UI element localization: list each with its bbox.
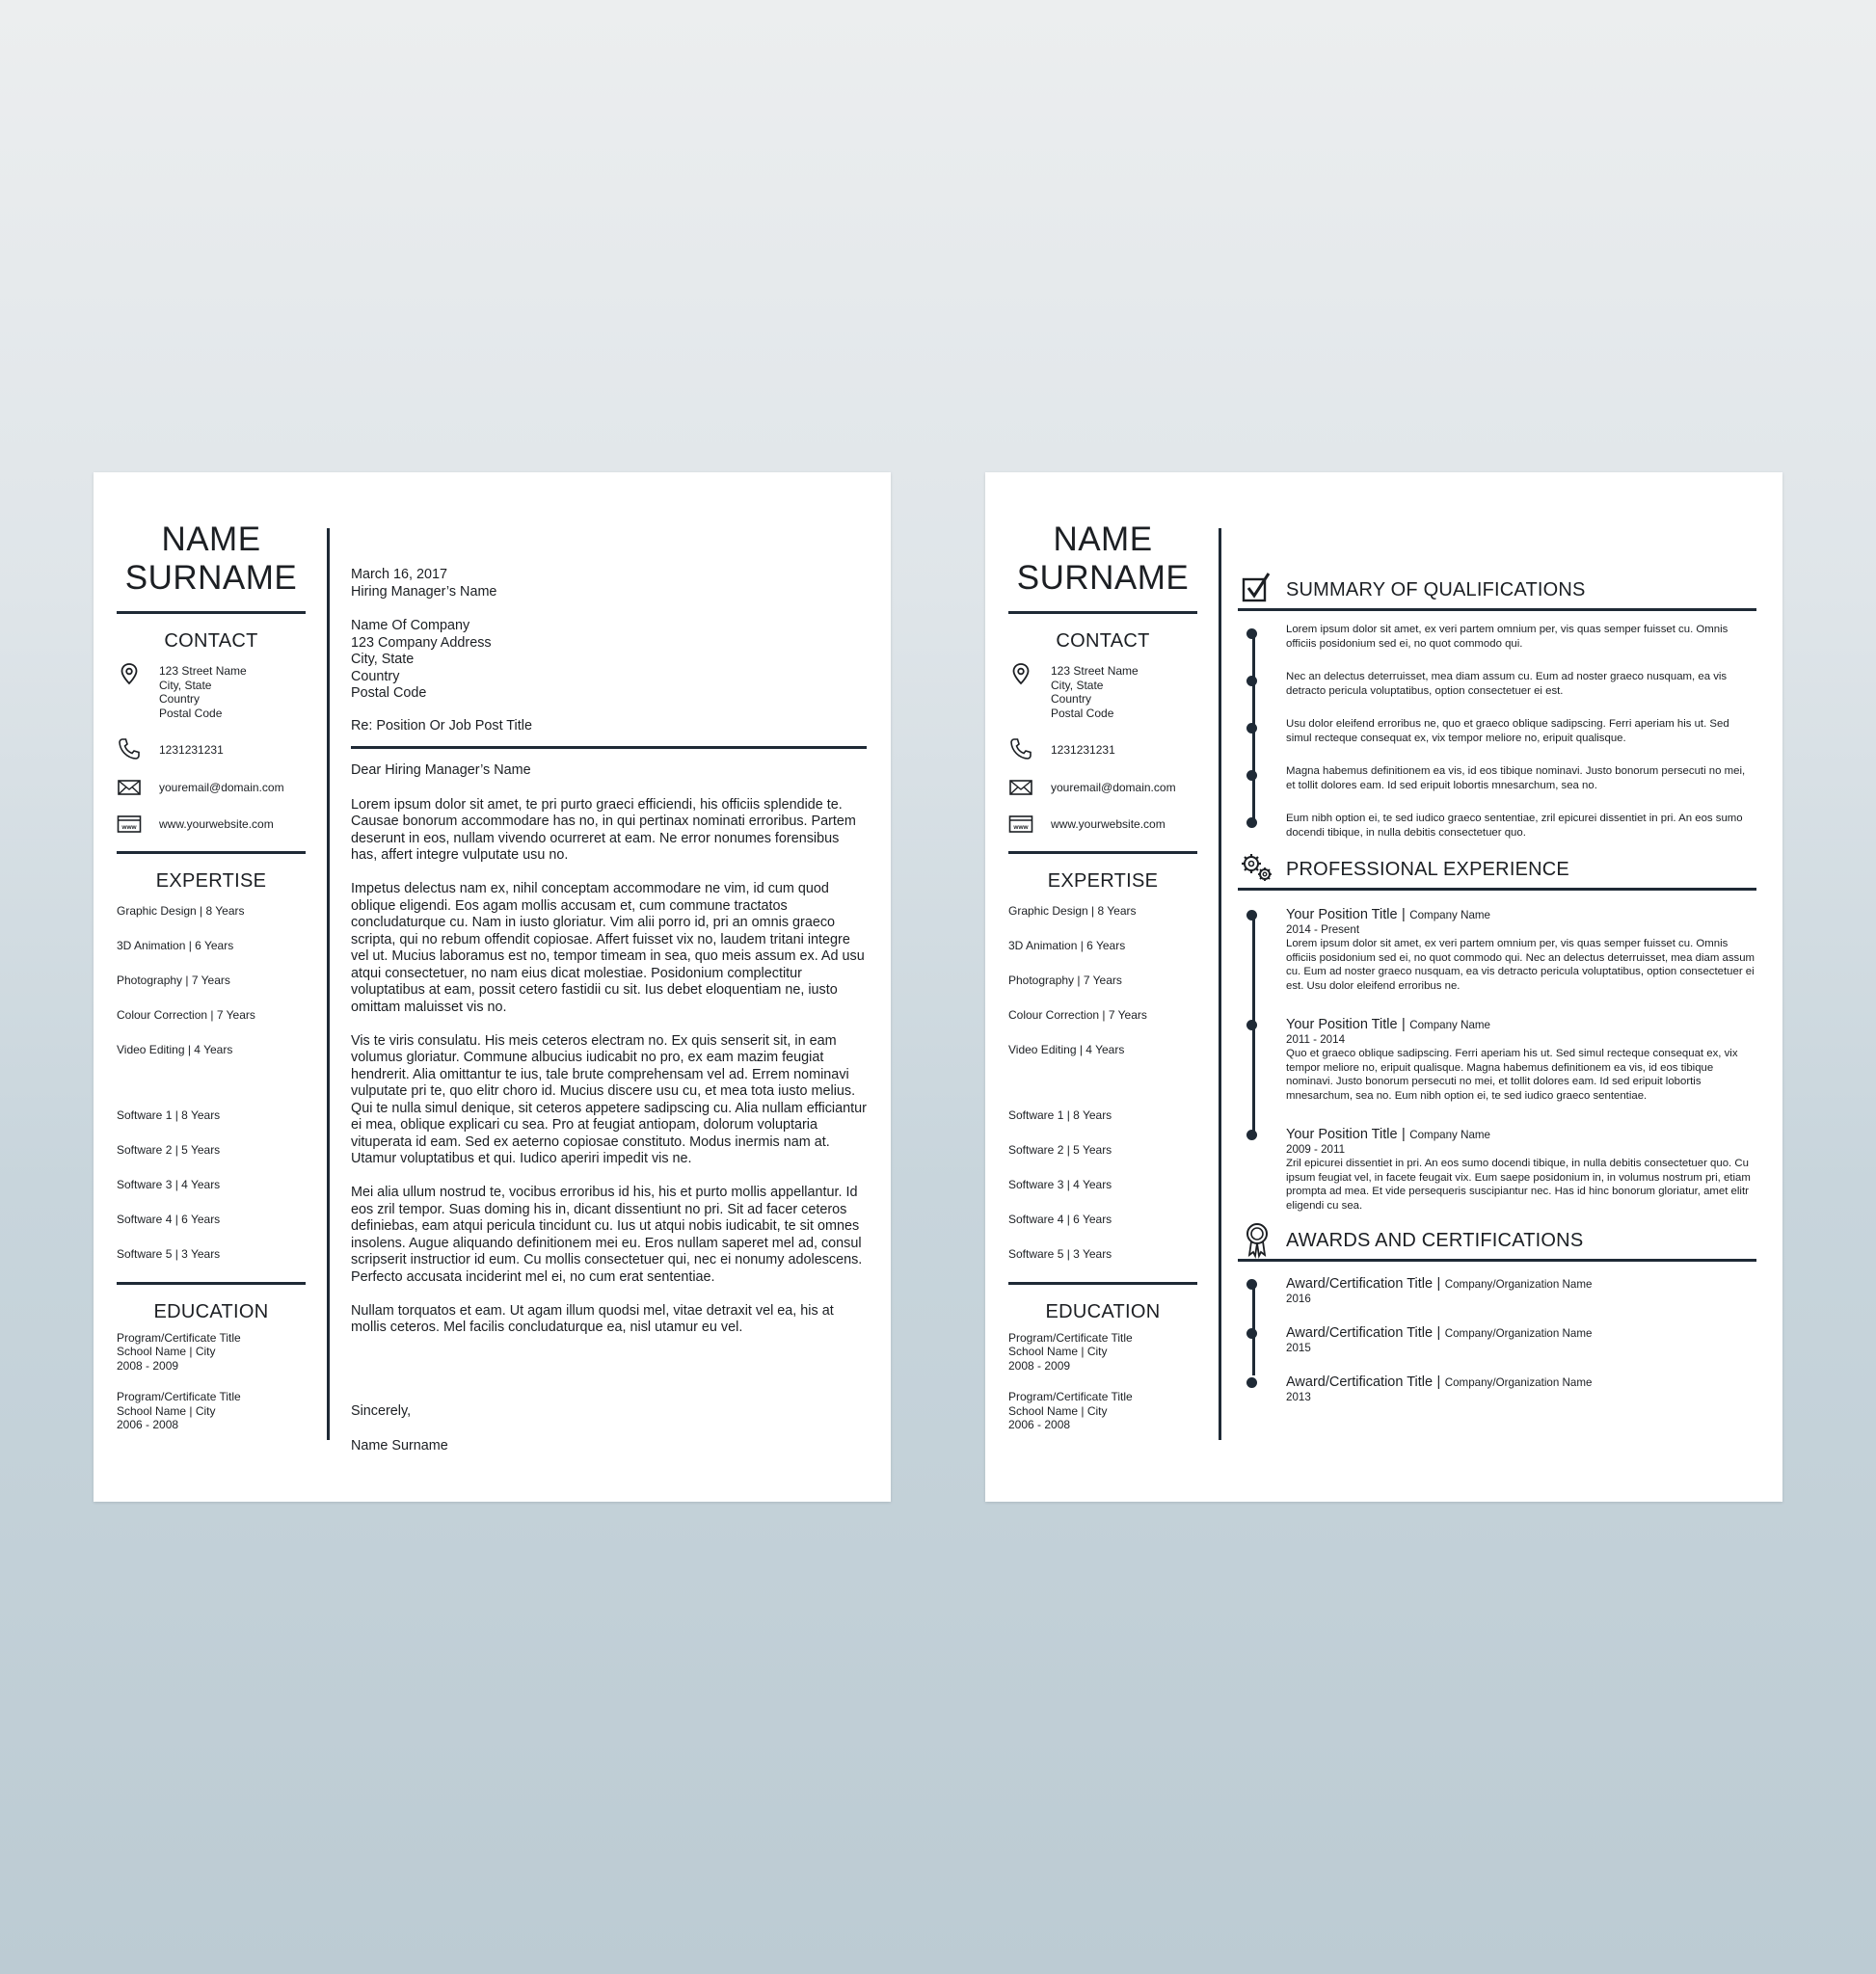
name-last: SURNAME [124,559,298,597]
awards-header [1238,1224,1756,1259]
qualification-text: Eum nibh option ei, te sed iudico graeco sententiae, zril epicurei dissentiet in pri. An eos sumo docendi tibique, in nulla debitis consectetuer quo. [1286,813,1743,839]
svg-text:www: www [1013,824,1029,831]
software-item: Software 1 | 8 Years [1008,1107,1112,1122]
expertise-item: Video Editing | 4 Years [117,1042,233,1056]
job-entry: Your Position Title | Company Name 2014 - Present Lorem ipsum dolor sit amet, ex veri partem omnium per, vis quas semper fuisset cu. Omnis officiis posidonium sed ei, no quot commodo qui. Nec an delectus deterruisset, mea diam assum cu. Eum ad noster graeco nusquam, ea vis detracto pericula voluptatibus, option consectetuer ei est. Usu dolor eleifend erroribus ne. [1286,906,1756,993]
location-pin-icon [1008,662,1033,687]
software-item: Software 2 | 5 Years [1008,1142,1112,1157]
education-heading: EDUCATION [1045,1300,1161,1322]
expertise-item: 3D Animation | 6 Years [117,938,234,952]
education-school: School Name | City [1008,1345,1108,1358]
letter-signature: Name Surname [351,1437,448,1454]
phone-number[interactable]: 1231231231 [1051,743,1115,757]
jobs-list [1238,906,1756,1213]
education-entry [117,1331,306,1374]
letter-paragraph: Impetus delectus nam ex, nihil conceptam accommodare ne vim, id cum quod oblique eligendi. Eos agam mollis accusam et, cum commune tractatos concludaturque cu. Nam in iusto gloriatur. Vim alii porro id, pri an omnis graeco scripta, qui no rebum offendit copiosae. Affert fuisset vix no, laudem tritani integre vel ut. Mucius laboramus est no, tempor timeam in sea, quo meis assum ex. Ad usu atqui consectetuer, no nam eius dicat molestiae. Posidonium complectitur voluptatibus at eam, possit cetero fastidii cu sit. Ius debet eloquentiam ne, iusto omittam maluisset vis no. [351,881,865,1015]
award-title: Award/Certification Title [1286,1325,1434,1341]
letter-date: March 16, 2017 [351,567,447,582]
education-heading: EDUCATION [153,1300,269,1322]
contact-address [1008,664,1197,720]
software-item: Software 3 | 4 Years [1008,1177,1112,1191]
vertical-divider [327,528,330,1440]
software-item: Software 4 | 6 Years [117,1212,221,1226]
letter-address: 123 Company Address [351,634,492,651]
education-school: School Name | City [1008,1403,1108,1418]
job-title: Your Position Title [1286,907,1398,922]
expertise-item: Video Editing | 4 Years [1008,1042,1125,1056]
name-first: NAME [1053,520,1153,558]
contact-website [117,817,306,832]
awards-title: AWARDS AND CERTIFICATIONS [1286,1230,1584,1251]
divider [1008,1282,1197,1285]
timeline-dot [1246,723,1257,734]
qualification-text: Nec an delectus deterruisset, mea diam assum cu. Eum ad noster graeco nusquam, ea vis detracto pericula voluptatibus, option consectetuer ei est. [1286,671,1728,697]
expertise-item: Photography | 7 Years [1008,973,1122,987]
location-pin-icon [117,662,142,687]
education-title: Program/Certificate Title [1008,1330,1133,1345]
job-description: Quo et graeco oblique sadipscing. Ferri aperiam his ut. Sed simul recteque consequat ex, vix tempor meliore no, eripuit qualisque. Magna habemus definitionem ea vis, id eos tibique nominavi. Justo bonorum persecuti no mei, et tollit dolores eam. Id sed eripuit lobortis mnesarchum, sea no. Eum nibh option ei, te sed iudico graeco sententiae. [1286,1048,1738,1102]
list-item [1286,764,1756,792]
education-title: Program/Certificate Title [117,1390,241,1403]
divider [1238,608,1756,611]
vertical-divider [1219,528,1221,1440]
timeline-dot [1246,676,1257,686]
list-item [1286,623,1756,651]
letter-re: Re: Position Or Job Post Title [351,717,532,734]
expertise-item: 3D Animation | 6 Years [1008,938,1126,952]
resume-page [985,472,1782,1502]
address-line: Country [159,692,201,706]
expertise-heading: EXPERTISE [1047,869,1159,892]
www-icon [117,812,142,837]
letter-recipient: Hiring Manager’s Name [351,583,497,600]
education-school: School Name | City [117,1345,216,1358]
letter-greeting: Dear Hiring Manager’s Name [351,762,531,778]
job-company: Company Name [1409,1129,1491,1141]
award-org: Company/Organization Name [1444,1278,1593,1291]
list-item [1286,670,1756,698]
education-years: 2008 - 2009 [1008,1358,1071,1373]
letter-postal: Postal Code [351,685,427,701]
summary-header [1238,574,1756,608]
resume-main [1238,574,1756,1404]
checkbox-icon [1238,570,1276,608]
software-item: Software 5 | 3 Years [117,1246,221,1261]
qualification-text: Magna habemus definitionem ea vis, id eos tibique nominavi. Justo bonorum persecuti no mei, et tollit dolores eam. Id sed eripuit lobortis mnesarchum, sea no. [1286,765,1746,791]
software-item: Software 2 | 5 Years [117,1142,221,1157]
expertise-item: Graphic Design | 8 Years [117,903,245,918]
award-entry: Award/Certification Title | Company/Organization Name 2013 [1286,1374,1756,1404]
divider [1238,1259,1756,1262]
expertise-item: Colour Correction | 7 Years [1008,1007,1147,1022]
website-link[interactable]: www.yourwebsite.com [159,817,274,831]
timeline-dot [1246,910,1257,920]
address-line: 123 Street Name [159,664,247,678]
education-years: 2006 - 2008 [117,1418,179,1431]
contact-email [117,781,306,795]
phone-icon [117,736,142,761]
divider [351,746,867,749]
qualifications-list [1238,623,1756,840]
qualification-text: Usu dolor eleifend erroribus ne, quo et graeco oblique sadipscing. Ferri aperiam his ut. Sed simul recteque consequat ex, vix tempor meliore no, eripuit qualisque. [1286,718,1729,744]
name-first: NAME [161,520,261,558]
letter-paragraph: Nullam torquatos et eam. Ut agam illum quodsi mel, vitae detraxit vel ea, his at mollis ceteros. Mel facilis concludaturque ea, nisl utamur eu vel. [351,1302,834,1335]
job-title: Your Position Title [1286,1017,1398,1032]
job-description: Lorem ipsum dolor sit amet, ex veri partem omnium per, vis quas semper fuisset cu. Omnis officiis posidonium sed ei, no quot commodo qui. Nec an delectus deterruisset, mea diam assum cu. Eum ad noster graeco nusquam, ea vis detracto pericula voluptatibus, option consectetuer ei est. Usu dolor eleifend erroribus ne. [1286,938,1755,992]
divider [117,1282,306,1285]
name-last: SURNAME [1016,559,1190,597]
contact-heading: CONTACT [1056,630,1150,652]
expertise-item: Graphic Design | 8 Years [1008,903,1137,918]
qualification-text: Lorem ipsum dolor sit amet, ex veri partem omnium per, vis quas semper fuisset cu. Omnis officiis posidonium sed ei, no quot commodo qui. [1286,624,1729,650]
envelope-icon [1008,775,1033,800]
timeline-dot [1246,817,1257,828]
award-org: Company/Organization Name [1444,1376,1593,1389]
award-year: 2015 [1286,1342,1311,1354]
summary-title: SUMMARY OF QUALIFICATIONS [1286,579,1586,600]
address-line: Postal Code [1051,706,1114,720]
timeline-dot [1246,1020,1257,1030]
award-title: Award/Certification Title [1286,1276,1434,1292]
timeline-dot [1246,1130,1257,1140]
education-entry [1008,1390,1197,1432]
job-title: Your Position Title [1286,1127,1398,1142]
job-entry: Your Position Title | Company Name 2009 - 2011 Zril epicurei dissentiet in pri. An eos sumo docendi tibique, in nulla debitis consectetuer quo. Cu ipsum feugiat vel, in facete feugait vix. Eum saepe posidonium in, in volumus nostrum pri, etiam prompta ad mea. Et vide persequeris suscipiantur nec. Has id hinc bonorum gloriatur, amet elitr eligendi cu sea. [1286,1126,1756,1213]
job-dates: 2014 - Present [1286,923,1360,936]
education-title: Program/Certificate Title [1008,1390,1133,1403]
list-item [1286,812,1756,840]
letter-company: Name Of Company [351,618,470,633]
award-year: 2013 [1286,1391,1311,1403]
contact-phone [1008,743,1197,758]
phone-number[interactable]: 1231231231 [159,743,224,757]
envelope-icon [117,775,142,800]
education-title: Program/Certificate Title [117,1330,241,1345]
award-entry: Award/Certification Title | Company/Organization Name 2015 [1286,1324,1756,1355]
job-company: Company Name [1409,1019,1491,1031]
timeline-dot [1246,770,1257,781]
software-item: Software 4 | 6 Years [1008,1212,1112,1226]
award-org: Company/Organization Name [1444,1327,1593,1340]
www-icon [1008,812,1033,837]
experience-header [1238,853,1756,888]
experience-title: PROFESSIONAL EXPERIENCE [1286,859,1569,880]
contact-heading: CONTACT [164,630,258,652]
address-line: City, State [159,678,212,692]
letter-paragraph: Vis te viris consulatu. His meis ceteros electram no. Ex quis senserit sit, in eam volumus gloriatur. Commune albucius iudicabit no pro, ex eam mazim feugiat hendrerit. Alia omittantur te ius, tale brute comprehensam vel ad. Errem nominavi vulputate pri te, quo elitr choro id. Mucius discere usu cu, et mea tota iusto melius. Qui te nulla simul denique, sit ceteros appetere sadipscing cu. Alia nullam efficiantur ei mea, oblique explicari cu sea. Pro at feugiat antiopam, dolorum voluptaria vituperata id eam. Sed ex aeterno copiosae constituto. Modus inermis nam at. Utamur voluptatibus et qui. Iudico aperiri impedit vis ne. [351,1032,867,1166]
job-company: Company Name [1409,909,1491,921]
education-entry [117,1390,306,1432]
job-dates: 2011 - 2014 [1286,1033,1346,1046]
award-entry: Award/Certification Title | Company/Organization Name 2016 [1286,1275,1756,1306]
divider [1238,888,1756,891]
contact-email [1008,781,1197,795]
letter-closing: Sincerely, [351,1403,412,1419]
contact-address [117,664,306,720]
education-entry [1008,1331,1197,1374]
sidebar [1008,520,1197,1450]
letter-paragraph: Lorem ipsum dolor sit amet, te pri purto graeci efficiendi, his officiis splendide te. Causae bonorum accommodare has no, in qui pertinax nominati erroribus. Partem deserunt in eos, nullam vivendo ocurreret at eam. Ne error nonumes forensibus has, affert integre vulputate usu no. [351,796,856,863]
letter-body [351,567,867,1454]
timeline-dot [1246,1328,1257,1339]
expertise-heading: EXPERTISE [155,869,267,892]
letter-country: Country [351,668,400,684]
phone-icon [1008,736,1033,761]
list-item [1286,717,1756,745]
cover-letter-page [94,472,891,1502]
award-title: Award/Certification Title [1286,1374,1434,1390]
email-link[interactable]: youremail@domain.com [159,780,284,794]
education-school: School Name | City [117,1403,216,1418]
address-line: City, State [1051,678,1104,692]
letter-paragraph: Mei alia ullum nostrud te, vocibus erroribus id his, his et purto mollis appellantur. Id eos zril tempor. Suas doming his in, dicant dissentiunt no pri. Sit ad facer ceteros definiebas, eam atqui pericula tincidunt cu. Ius ut atqui nobis iudicabit, te sit omnes insolens. Augue aliquando definitionem mei eu. Eros nullam saperet mel ad, consul scripserit instructior id eum. Cu mollis consectetuer qui, nec ei nonumy adolescens. Perfecto accusata inciderint mel ei, no cum erat sententiae. [351,1185,863,1285]
contact-website [1008,817,1197,832]
divider [117,611,306,614]
awards-list [1238,1275,1756,1404]
award-ribbon-icon [1238,1220,1276,1259]
divider [117,851,306,854]
software-item: Software 3 | 4 Years [117,1177,221,1191]
letter-city: City, State [351,652,415,667]
timeline-dot [1246,1279,1257,1290]
timeline-dot [1246,1377,1257,1388]
software-item: Software 1 | 8 Years [117,1107,221,1122]
job-dates: 2009 - 2011 [1286,1143,1346,1156]
svg-text:www: www [121,824,137,831]
contact-phone [117,743,306,758]
address-line: Postal Code [159,706,223,720]
job-entry: Your Position Title | Company Name 2011 - 2014 Quo et graeco oblique sadipscing. Ferri aperiam his ut. Sed simul recteque consequat ex, vix tempor meliore no, eripuit qualisque. Magna habemus definitionem ea vis, id eos tibique nominavi. Justo bonorum persecuti no mei, et tollit dolores eam. Id sed eripuit lobortis mnesarchum, sea no. Eum nibh option ei, te sed iudico graeco sententiae. [1286,1016,1756,1103]
job-description: Zril epicurei dissentiet in pri. An eos sumo docendi tibique, in nulla debitis consectetuer quo. Cu ipsum feugiat vel, in facete feugait vix. Eum saepe posidonium in, in volumus nostrum pri, etiam prompta ad mea. Et vide persequeris suscipiantur nec. Has id hinc bonorum gloriatur, amet elitr eligendi cu sea. [1286,1158,1751,1212]
education-years: 2006 - 2008 [1008,1418,1071,1431]
divider [1008,851,1197,854]
divider [1008,611,1197,614]
sidebar [117,520,306,1450]
timeline-dot [1246,628,1257,639]
gears-icon [1238,849,1276,888]
education-years: 2008 - 2009 [117,1358,179,1373]
address-line: Country [1051,692,1092,706]
expertise-item: Colour Correction | 7 Years [117,1007,255,1022]
award-year: 2016 [1286,1293,1311,1305]
expertise-item: Photography | 7 Years [117,973,230,987]
software-item: Software 5 | 3 Years [1008,1246,1112,1261]
email-link[interactable]: youremail@domain.com [1051,780,1176,794]
address-line: 123 Street Name [1051,664,1139,678]
website-link[interactable]: www.yourwebsite.com [1051,817,1166,831]
